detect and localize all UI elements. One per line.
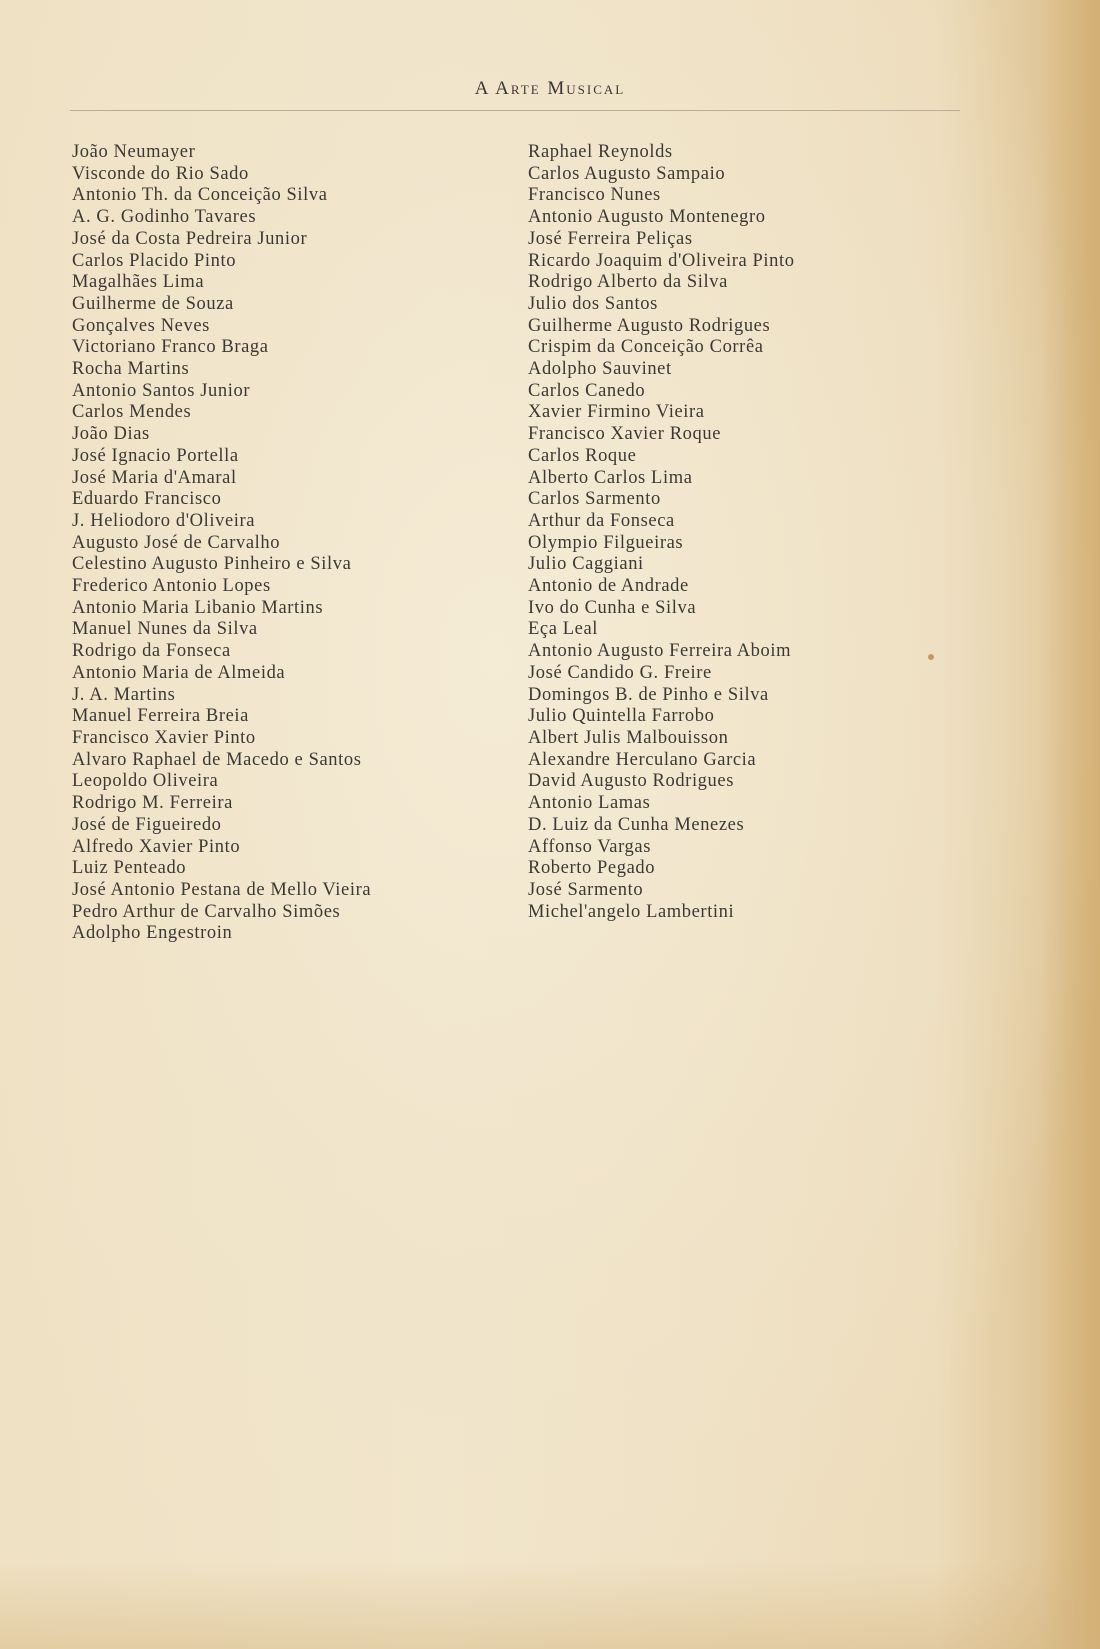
name-entry: Celestino Augusto Pinheiro e Silva	[72, 554, 352, 575]
name-entry: Carlos Sarmento	[528, 489, 661, 510]
name-entry: Alberto Carlos Lima	[528, 467, 693, 488]
name-entry: Alfredo Xavier Pinto	[72, 836, 241, 857]
name-entry: David Augusto Rodrigues	[528, 771, 734, 792]
name-entry: Rodrigo M. Ferreira	[72, 793, 233, 814]
names-column-left	[72, 142, 371, 945]
name-entry: Carlos Mendes	[72, 402, 192, 423]
name-entry: Rodrigo Alberto da Silva	[528, 272, 728, 293]
name-entry: Victoriano Franco Braga	[72, 337, 269, 358]
name-entry: João Dias	[72, 424, 150, 445]
name-entry: Guilherme de Souza	[72, 293, 234, 314]
name-entry: Antonio de Andrade	[528, 576, 689, 597]
name-entry: A. G. Godinho Tavares	[72, 207, 257, 228]
name-entry: Carlos Canedo	[528, 380, 646, 401]
name-entry: Ricardo Joaquim d'Oliveira Pinto	[528, 250, 795, 271]
name-entry: Michel'angelo Lambertini	[528, 901, 735, 922]
name-entry: D. Luiz da Cunha Menezes	[528, 814, 745, 835]
name-entry: Visconde do Rio Sado	[72, 163, 249, 184]
name-entry: Francisco Xavier Pinto	[72, 727, 256, 748]
name-entry: Manuel Nunes da Silva	[72, 619, 258, 640]
name-entry: Carlos Augusto Sampaio	[528, 163, 726, 184]
name-entry: Antonio Augusto Ferreira Aboim	[528, 641, 792, 662]
name-entry: Augusto José de Carvalho	[72, 532, 281, 553]
paper-stain	[928, 654, 934, 660]
name-entry: Alvaro Raphael de Macedo e Santos	[72, 749, 362, 770]
name-entry: Domingos B. de Pinho e Silva	[528, 684, 769, 705]
name-entry: Eça Leal	[528, 619, 599, 640]
name-entry: Carlos Placido Pinto	[72, 250, 237, 271]
name-entry: J. A. Martins	[72, 684, 176, 705]
name-entry: Adolpho Engestroin	[72, 923, 233, 944]
name-entry: João Neumayer	[72, 142, 196, 162]
name-entry: José Sarmento	[528, 879, 644, 900]
name-entry: José Maria d'Amaral	[72, 467, 237, 488]
name-entry: Leopoldo Oliveira	[72, 771, 219, 792]
name-entry: Albert Julis Malbouisson	[528, 727, 729, 748]
name-entry: Roberto Pegado	[528, 858, 656, 879]
name-entry: Arthur da Fonseca	[528, 510, 675, 531]
names-column-right	[528, 142, 795, 923]
name-entry: Crispim da Conceição Corrêa	[528, 337, 764, 358]
name-entry: Frederico Antonio Lopes	[72, 576, 271, 597]
name-entry: Antonio Santos Junior	[72, 380, 251, 401]
name-entry: José de Figueiredo	[72, 814, 222, 835]
name-entry: Manuel Ferreira Breia	[72, 706, 249, 727]
name-entry: José Ignacio Portella	[72, 445, 239, 466]
running-header: A Arte Musical	[474, 78, 626, 99]
name-entry: José da Costa Pedreira Junior	[72, 228, 308, 249]
name-entry: Ivo do Cunha e Silva	[528, 597, 697, 618]
name-entry: Gonçalves Neves	[72, 315, 210, 336]
name-entry: Adolpho Sauvinet	[528, 359, 672, 380]
name-entry: Alexandre Herculano Garcia	[528, 749, 757, 770]
name-entry: Raphael Reynolds	[528, 142, 673, 162]
name-entry: Francisco Xavier Roque	[528, 424, 722, 445]
name-entry: Francisco Nunes	[528, 185, 661, 206]
name-entry: Olympio Filgueiras	[528, 532, 684, 553]
name-entry: Xavier Firmino Vieira	[528, 402, 705, 423]
name-entry: José Antonio Pestana de Mello Vieira	[72, 879, 372, 900]
name-entry: Magalhães Lima	[72, 272, 205, 293]
name-entry: Rodrigo da Fonseca	[72, 641, 231, 662]
name-entry: Julio Caggiani	[528, 554, 644, 575]
name-entry: José Candido G. Freire	[528, 662, 712, 683]
name-entry: Affonso Vargas	[528, 836, 651, 857]
name-entry: Eduardo Francisco	[72, 489, 222, 510]
paper-edge-shading	[1040, 0, 1100, 1649]
name-entry: Antonio Maria Libanio Martins	[72, 597, 324, 618]
name-entry: Carlos Roque	[528, 445, 637, 466]
name-entry: Luiz Penteado	[72, 858, 187, 879]
name-entry: Rocha Martins	[72, 359, 190, 380]
name-entry: J. Heliodoro d'Oliveira	[72, 510, 256, 531]
header-rule	[70, 110, 960, 111]
name-entry: Antonio Lamas	[528, 793, 651, 814]
name-entry: Antonio Th. da Conceição Silva	[72, 185, 328, 206]
paper-bottom-shading	[0, 1559, 1100, 1649]
name-entry: José Ferreira Peliças	[528, 228, 693, 249]
name-entry: Guilherme Augusto Rodrigues	[528, 315, 771, 336]
name-entry: Antonio Augusto Montenegro	[528, 207, 766, 228]
name-entry: Julio dos Santos	[528, 293, 658, 314]
name-entry: Julio Quintella Farrobo	[528, 706, 715, 727]
name-entry: Pedro Arthur de Carvalho Simões	[72, 901, 341, 922]
name-entry: Antonio Maria de Almeida	[72, 662, 286, 683]
